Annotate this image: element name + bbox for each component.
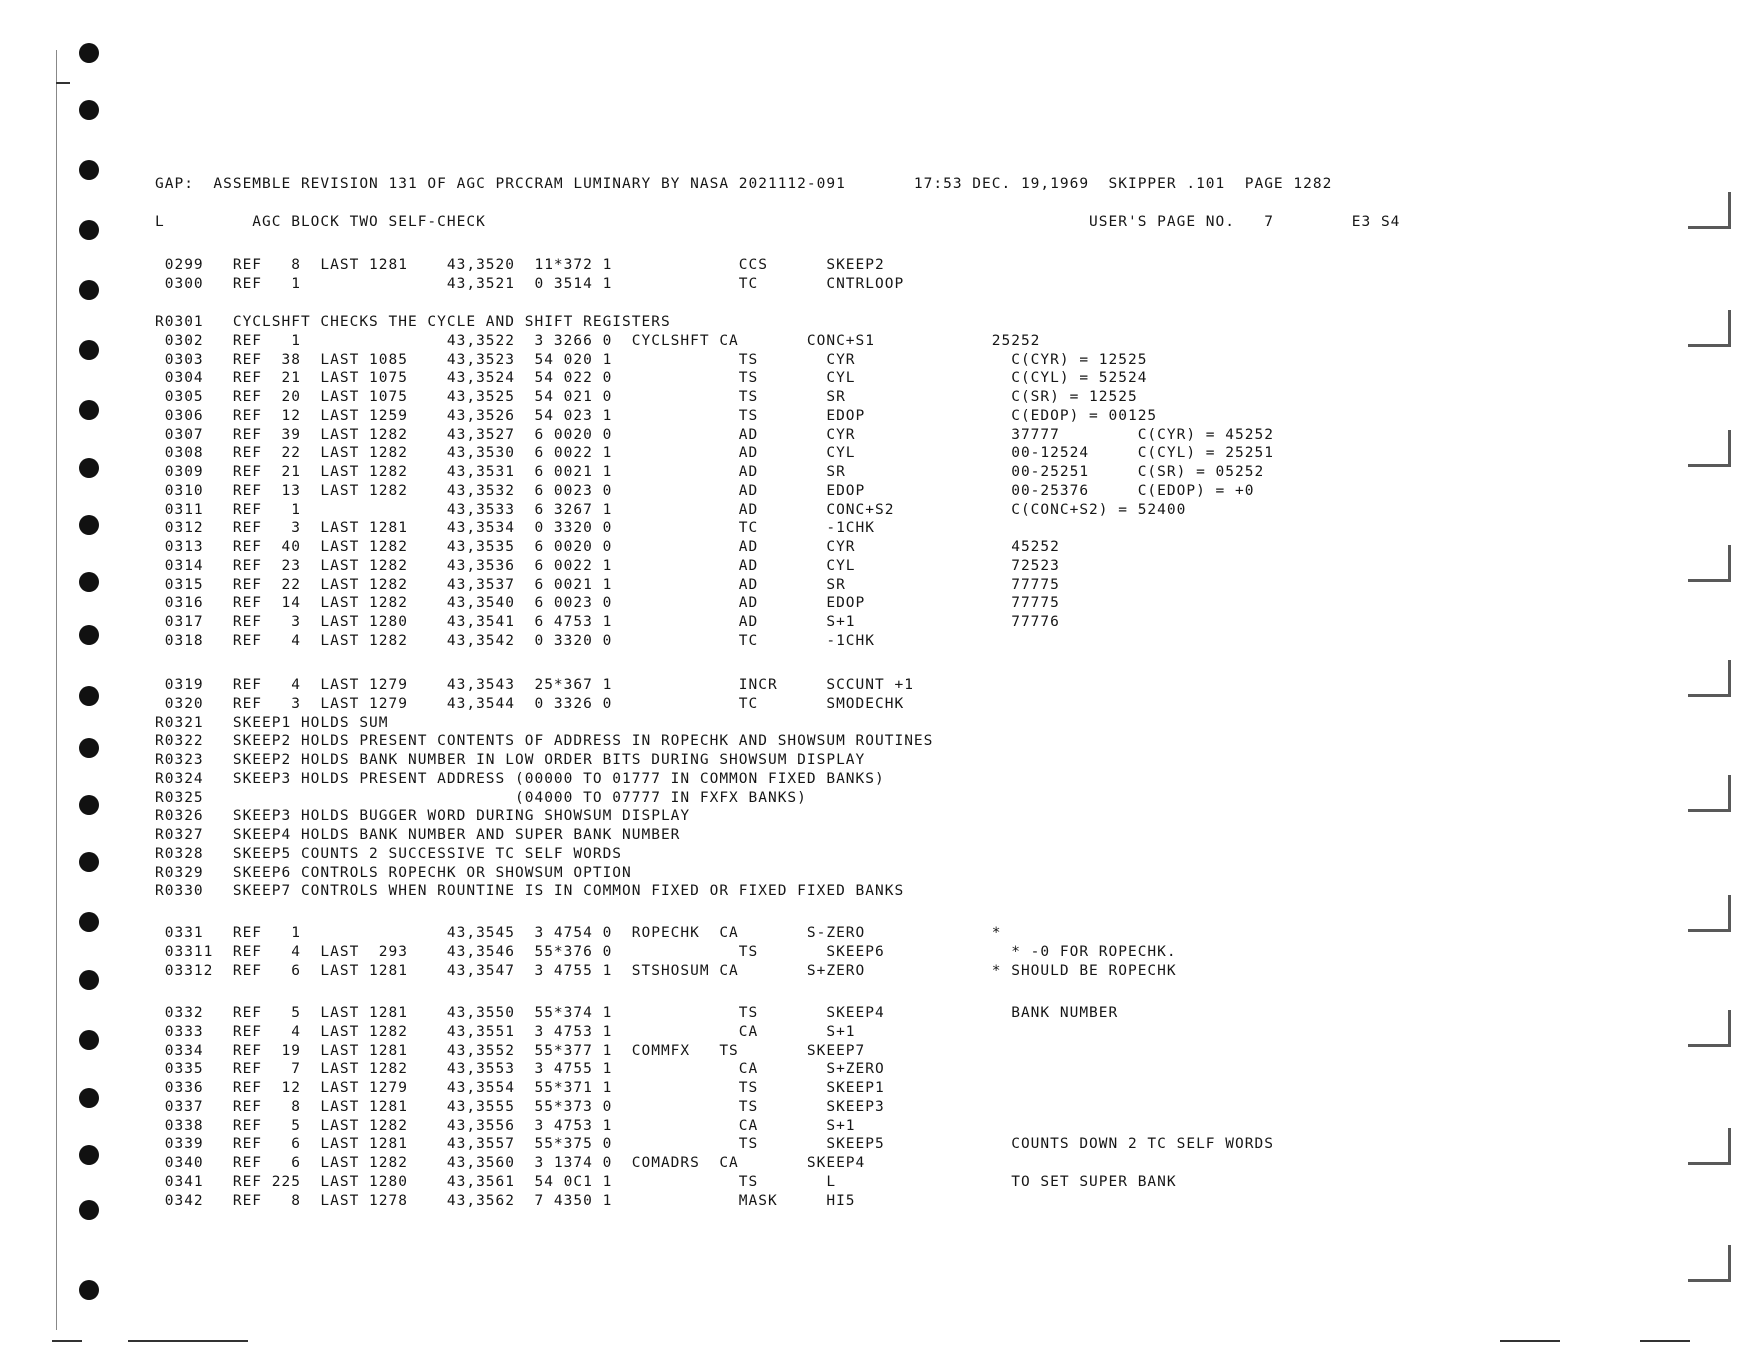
page-subheader-line: L AGC BLOCK TWO SELF-CHECK USER'S PAGE NO. 7 E3 S4 [155, 214, 1401, 230]
listing-line: 0312 REF 3 LAST 1281 43,3534 0 3320 0 TC -1CHK [155, 520, 876, 537]
listing-line: 0334 REF 19 LAST 1281 43,3552 55*377 1 COMMFX TS SKEEP7 [155, 1042, 866, 1059]
listing-line: 03311 REF 4 LAST 293 43,3546 55*376 0 TS SKEEP6 * -0 FOR ROPECHK. [155, 943, 1177, 960]
listing-line: 0307 REF 39 LAST 1282 43,3527 6 0020 0 AD CYR 37777 C(CYR) = 45252 [155, 426, 1274, 443]
listing-line: 0335 REF 7 LAST 1282 43,3553 3 4755 1 CA S+ZERO [155, 1061, 885, 1078]
listing-line: 0340 REF 6 LAST 1282 43,3560 3 1374 0 COMADRS CA SKEEP4 [155, 1155, 866, 1171]
listing-line: 0310 REF 13 LAST 1282 43,3532 6 0023 0 AD EDOP 00-25376 C(EDOP) = +0 [155, 482, 1255, 499]
listing-line: 0338 REF 5 LAST 1282 43,3556 3 4753 1 CA S+1 [155, 1117, 856, 1134]
listing-line: 0342 REF 8 LAST 1278 43,3562 7 4350 1 MASK HI5 [155, 1192, 856, 1209]
listing-line: 0320 REF 3 LAST 1279 43,3544 0 3326 0 TC SMODECHK [155, 695, 905, 712]
listing-line: 0306 REF 12 LAST 1259 43,3526 54 023 1 TS EDOP C(EDOP) = 00125 [155, 407, 1158, 424]
listing-line: 0309 REF 21 LAST 1282 43,3531 6 0021 1 AD SR 00-25251 C(SR) = 05252 [155, 464, 1265, 480]
listing-line: 0317 REF 3 LAST 1280 43,3541 6 4753 1 AD S+1 77776 [155, 614, 1060, 630]
listing-line: 03312 REF 6 LAST 1281 43,3547 3 4755 1 STSHOSUM CA S+ZERO * SHOULD BE ROPECHK [155, 962, 1177, 979]
listing-line: 0311 REF 1 43,3533 6 3267 1 AD CONC+S2 C(CONC+S2) = 52400 [155, 501, 1187, 518]
listing-line: 0319 REF 4 LAST 1279 43,3543 25*367 1 INCR SCCUNT +1 [155, 677, 914, 693]
listing-line: 0337 REF 8 LAST 1281 43,3555 55*373 0 TS SKEEP3 [155, 1098, 885, 1115]
page-header-line: GAP: ASSEMBLE REVISION 131 OF AGC PRCCRAM LUMINARY BY NASA 2021112-091 17:53 DEC. 19,1969 SKIPPER .101 PAGE 1282 [155, 176, 1333, 192]
listing-line: 0339 REF 6 LAST 1281 43,3557 55*375 0 TS SKEEP5 COUNTS DOWN 2 TC SELF WORDS [155, 1136, 1274, 1153]
listing-line: 0305 REF 20 LAST 1075 43,3525 54 021 0 TS SR C(SR) = 12525 [155, 389, 1138, 405]
listing-line: 0318 REF 4 LAST 1282 43,3542 0 3320 0 TC -1CHK [155, 632, 876, 649]
listing-line: R0329 SKEEP6 CONTROLS ROPECHK OR SHOWSUM OPTION [155, 864, 632, 881]
listing-line: R0321 SKEEP1 HOLDS SUM [155, 714, 389, 731]
listing-line: 0332 REF 5 LAST 1281 43,3550 55*374 1 TS SKEEP4 BANK NUMBER [155, 1005, 1119, 1021]
listing-line: 0333 REF 4 LAST 1282 43,3551 3 4753 1 CA S+1 [155, 1023, 856, 1040]
listing-line: 0313 REF 40 LAST 1282 43,3535 6 0020 0 AD CYR 45252 [155, 539, 1060, 555]
listing-line: R0330 SKEEP7 CONTROLS WHEN ROUNTINE IS IN COMMON FIXED OR FIXED FIXED BANKS [155, 883, 905, 900]
listing-line: 0336 REF 12 LAST 1279 43,3554 55*371 1 TS SKEEP1 [155, 1080, 885, 1096]
listing-line: 0304 REF 21 LAST 1075 43,3524 54 022 0 TS CYL C(CYL) = 52524 [155, 370, 1148, 387]
listing-line: 0341 REF 225 LAST 1280 43,3561 54 0C1 1 TS L TO SET SUPER BANK [155, 1173, 1177, 1190]
listing-line: R0324 SKEEP3 HOLDS PRESENT ADDRESS (00000 TO 01777 IN COMMON FIXED BANKS) [155, 770, 885, 787]
listing-line: 0299 REF 8 LAST 1281 43,3520 11*372 1 CCS SKEEP2 [155, 257, 885, 273]
listing-line: 0300 REF 1 43,3521 0 3514 1 TC CNTRLOOP [155, 275, 905, 292]
listing-line: 0316 REF 14 LAST 1282 43,3540 6 0023 0 AD EDOP 77775 [155, 595, 1060, 612]
listing-line: 0331 REF 1 43,3545 3 4754 0 ROPECHK CA S-ZERO * [155, 925, 1002, 941]
listing-line: R0325 (04000 TO 07777 IN FXFX BANKS) [155, 789, 807, 806]
listing-line: R0323 SKEEP2 HOLDS BANK NUMBER IN LOW ORDER BITS DURING SHOWSUM DISPLAY [155, 752, 866, 768]
listing-line: 0302 REF 1 43,3522 3 3266 0 CYCLSHFT CA CONC+S1 25252 [155, 332, 1041, 349]
listing-line: R0327 SKEEP4 HOLDS BANK NUMBER AND SUPER BANK NUMBER [155, 827, 681, 843]
listing-line: R0301 CYCLSHFT CHECKS THE CYCLE AND SHIFT REGISTERS [155, 314, 671, 330]
listing-line: 0315 REF 22 LAST 1282 43,3537 6 0021 1 AD SR 77775 [155, 576, 1060, 593]
listing-line: R0328 SKEEP5 COUNTS 2 SUCCESSIVE TC SELF WORDS [155, 845, 623, 862]
listing-line: 0314 REF 23 LAST 1282 43,3536 6 0022 1 AD CYL 72523 [155, 557, 1060, 574]
listing-line: R0326 SKEEP3 HOLDS BUGGER WORD DURING SHOWSUM DISPLAY [155, 808, 691, 825]
listing-line: R0322 SKEEP2 HOLDS PRESENT CONTENTS OF ADDRESS IN ROPECHK AND SHOWSUM ROUTINES [155, 733, 934, 750]
listing-line: 0308 REF 22 LAST 1282 43,3530 6 0022 1 AD CYL 00-12524 C(CYL) = 25251 [155, 445, 1274, 462]
listing-line: 0303 REF 38 LAST 1085 43,3523 54 020 1 TS CYR C(CYR) = 12525 [155, 351, 1148, 368]
